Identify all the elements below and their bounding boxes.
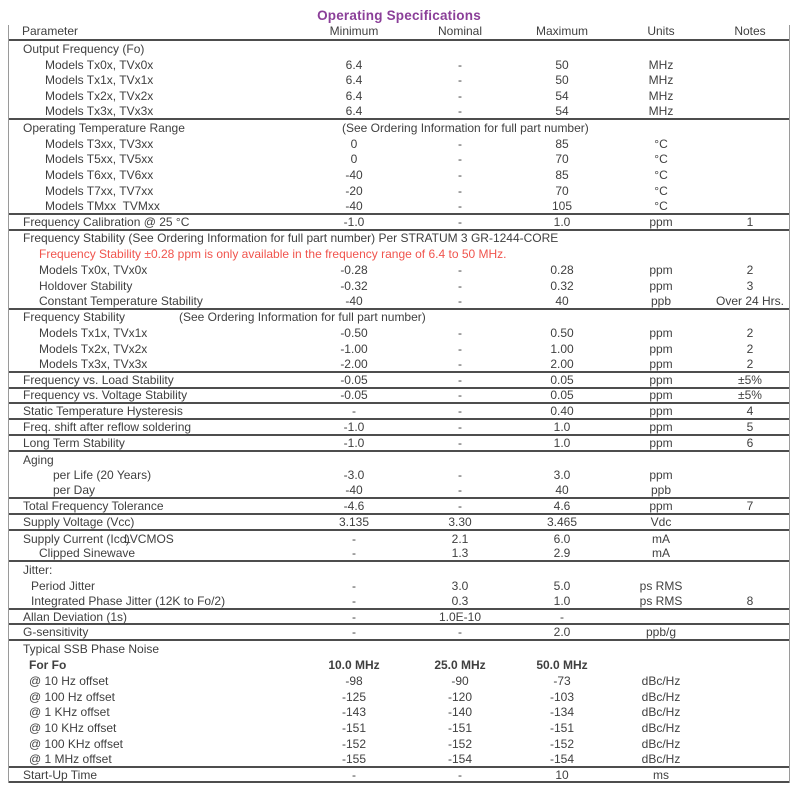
cell-parameter: Models Tx2x, TVx2x — [45, 89, 154, 104]
cell-minimum: -3.0 — [343, 468, 365, 483]
table-row — [9, 594, 789, 610]
cell-parameter: Models Tx0x, TVx0x — [39, 263, 148, 278]
cell-units: ppm — [649, 468, 673, 483]
cell-maximum: 50 — [555, 73, 569, 88]
cell-units: ppm — [649, 435, 673, 450]
cell-minimum: -1.00 — [340, 342, 368, 357]
cell-nominal: - — [458, 214, 462, 229]
cell-nominal: - — [458, 372, 462, 387]
cell-notes: ±5% — [738, 372, 762, 387]
cell-nominal: -151 — [447, 721, 473, 736]
cell-parameter: Freq. shift after reflow soldering — [23, 420, 192, 435]
cell-notes: 2 — [746, 263, 754, 278]
cell-units: ppm — [649, 372, 673, 387]
cell-nominal: 0.3 — [451, 593, 469, 608]
header-nominal: Nominal — [437, 24, 482, 39]
cell-notes: 2 — [746, 342, 754, 357]
cell-maximum: 40 — [555, 483, 569, 498]
table-row — [9, 689, 789, 705]
cell-nominal: 1.0E-10 — [438, 609, 482, 624]
section-note: (See Ordering Information for full part number) — [342, 120, 589, 135]
cell-notes: ±5% — [738, 388, 762, 403]
table-row — [9, 704, 789, 720]
table-row — [9, 657, 789, 673]
table-row — [9, 499, 789, 515]
table-section-row — [9, 452, 789, 468]
cell-parameter: @ 10 KHz offset — [29, 721, 117, 736]
cell-units: ppm — [649, 214, 673, 229]
table-row — [9, 88, 789, 104]
cell-parameter: Jitter: — [23, 563, 53, 578]
table-row — [9, 531, 789, 547]
cell-notes: 2 — [746, 356, 754, 371]
cell-units: ppm — [649, 326, 673, 341]
cell-minimum: -0.05 — [340, 388, 368, 403]
table-section-row — [9, 310, 789, 326]
cell-parameter: Frequency Stability — [23, 310, 126, 325]
cell-minimum: 10.0 MHz — [328, 657, 380, 672]
cell-parameter: @ 1 MHz offset — [29, 751, 112, 766]
cell-units: ppm — [649, 263, 673, 278]
cell-units: mA — [652, 531, 670, 546]
table-row — [9, 262, 789, 278]
cell-nominal: - — [458, 136, 462, 151]
table-row — [9, 673, 789, 689]
cell-notes: 1 — [746, 214, 754, 229]
cell-units: MHz — [648, 57, 674, 72]
cell-units: ppm — [649, 404, 673, 419]
cell-parameter: G-sensitivity — [23, 625, 89, 640]
cell-maximum: 85 — [555, 136, 569, 151]
header-notes: Notes — [734, 24, 766, 39]
cell-minimum: - — [352, 625, 356, 640]
cell-parameter: Models T7xx, TV7xx — [45, 184, 154, 199]
cell-units: ppb — [650, 293, 672, 308]
cell-maximum: -134 — [549, 705, 575, 720]
cell-parameter: Supply Voltage (Vcc) — [23, 514, 135, 529]
table-row — [9, 136, 789, 152]
cell-maximum: 2.00 — [550, 356, 574, 371]
cell-units: °C — [654, 198, 668, 213]
cell-minimum: - — [352, 578, 356, 593]
table-row — [9, 404, 789, 420]
cell-parameter: Constant Temperature Stability — [39, 293, 203, 308]
cell-nominal: - — [458, 73, 462, 88]
cell-parameter: Holdover Stability — [39, 278, 133, 293]
cell-notes: 6 — [746, 435, 754, 450]
table-row — [9, 357, 789, 373]
table-row — [9, 720, 789, 736]
cell-units: mA — [652, 546, 670, 561]
cell-minimum: - — [352, 767, 356, 782]
table-section-row — [9, 231, 789, 247]
table-row — [9, 152, 789, 168]
cell-minimum: -0.05 — [340, 372, 368, 387]
cell-maximum: 70 — [555, 152, 569, 167]
cell-notes: 5 — [746, 420, 754, 435]
cell-maximum: -154 — [549, 751, 575, 766]
cell-minimum: -151 — [341, 721, 367, 736]
cell-units: dBc/Hz — [641, 736, 681, 751]
cell-notes: 4 — [746, 404, 754, 419]
cell-minimum: -40 — [345, 293, 363, 308]
operating-specifications-table — [8, 25, 790, 783]
table-section-row — [9, 120, 789, 136]
cell-nominal: - — [458, 468, 462, 483]
table-row — [9, 341, 789, 357]
cell-maximum: 1.0 — [553, 420, 571, 435]
cell-nominal: 25.0 MHz — [434, 657, 486, 672]
table-row — [9, 325, 789, 341]
cell-maximum: 50.0 MHz — [536, 657, 588, 672]
cell-units: Vdc — [650, 514, 672, 529]
cell-minimum: -1.0 — [343, 420, 365, 435]
table-section-row — [9, 641, 789, 657]
cell-maximum: 50 — [555, 57, 569, 72]
cell-parameter: Long Term Stability — [23, 435, 125, 450]
cell-nominal: - — [458, 342, 462, 357]
table-row — [9, 468, 789, 484]
cell-parameter: Models Tx3x, TVx3x — [39, 356, 148, 371]
cell-parameter: Models T5xx, TV5xx — [45, 152, 154, 167]
cell-parameter: @ 10 Hz offset — [29, 673, 109, 688]
cell-notes: 3 — [746, 278, 754, 293]
cell-minimum: -143 — [341, 705, 367, 720]
table-row — [9, 736, 789, 752]
cell-minimum: -0.28 — [340, 263, 368, 278]
table-row — [9, 389, 789, 405]
cell-maximum: 85 — [555, 168, 569, 183]
cell-nominal: - — [458, 435, 462, 450]
cell-minimum: -0.32 — [340, 278, 368, 293]
table-row — [9, 483, 789, 499]
cell-parameter: Models TMxx TVMxx — [45, 198, 160, 213]
table-section-row — [9, 41, 789, 57]
cell-nominal: - — [458, 198, 462, 213]
page-title: Operating Specifications — [317, 8, 481, 23]
table-row — [9, 578, 789, 594]
cell-maximum: 70 — [555, 184, 569, 199]
cell-nominal: -154 — [447, 751, 473, 766]
table-row — [9, 625, 789, 641]
cell-minimum: - — [352, 609, 356, 624]
cell-nominal: 1.3 — [451, 546, 469, 561]
cell-nominal: - — [458, 625, 462, 640]
cell-nominal: - — [458, 356, 462, 371]
header-parameter: Parameter — [22, 24, 79, 39]
cell-maximum: 40 — [555, 293, 569, 308]
table-header-row — [9, 25, 789, 41]
cell-parameter: Models Tx1x, TVx1x — [45, 73, 154, 88]
parameter-subcolumn: LVCMOS — [124, 531, 174, 546]
table-row — [9, 610, 789, 626]
cell-minimum: 3.135 — [338, 514, 370, 529]
cell-maximum: 3.0 — [553, 468, 571, 483]
table-row — [9, 104, 789, 120]
cell-nominal: - — [458, 278, 462, 293]
cell-units: °C — [654, 152, 668, 167]
table-row — [9, 73, 789, 89]
cell-minimum: 6.4 — [345, 73, 363, 88]
cell-parameter: Operating Temperature Range — [23, 120, 185, 135]
cell-units: °C — [654, 136, 668, 151]
cell-parameter: per Day — [53, 483, 96, 498]
cell-maximum: 0.40 — [550, 404, 574, 419]
cell-units: ps RMS — [639, 578, 683, 593]
cell-nominal: - — [458, 326, 462, 341]
cell-maximum: 1.0 — [553, 214, 571, 229]
cell-minimum: -4.6 — [343, 499, 365, 514]
cell-maximum: 3.465 — [546, 514, 578, 529]
cell-minimum: -155 — [341, 751, 367, 766]
cell-maximum: 2.0 — [553, 625, 571, 640]
header-units: Units — [647, 24, 675, 39]
cell-nominal: - — [458, 293, 462, 308]
cell-parameter: Frequency vs. Load Stability — [23, 372, 174, 387]
cell-nominal: - — [458, 57, 462, 72]
cell-maximum: 105 — [551, 198, 573, 213]
cell-units: dBc/Hz — [641, 721, 681, 736]
cell-nominal: - — [458, 420, 462, 435]
cell-units: ppb — [650, 483, 672, 498]
table-row — [9, 199, 789, 215]
cell-units: ppm — [649, 342, 673, 357]
cell-notes: 7 — [746, 499, 754, 514]
cell-parameter: @ 100 Hz offset — [29, 689, 116, 704]
table-row — [9, 373, 789, 389]
cell-nominal: - — [458, 89, 462, 104]
cell-maximum: 54 — [555, 89, 569, 104]
cell-minimum: -1.0 — [343, 214, 365, 229]
cell-maximum: 0.05 — [550, 388, 574, 403]
cell-maximum: 2.9 — [553, 546, 571, 561]
cell-maximum: -73 — [553, 673, 571, 688]
cell-parameter: Models T3xx, TV3xx — [45, 136, 154, 151]
table-row — [9, 294, 789, 310]
table-note-row — [9, 246, 789, 262]
table-row — [9, 547, 789, 563]
cell-notes: 8 — [746, 593, 754, 608]
cell-maximum: -152 — [549, 736, 575, 751]
cell-minimum: 6.4 — [345, 89, 363, 104]
cell-units: ppm — [649, 278, 673, 293]
cell-maximum: 5.0 — [553, 578, 571, 593]
cell-maximum: 4.6 — [553, 499, 571, 514]
cell-units: ppm — [649, 420, 673, 435]
cell-minimum: -2.00 — [340, 356, 368, 371]
cell-minimum: -20 — [345, 184, 363, 199]
table-row — [9, 515, 789, 531]
cell-parameter: Frequency Stability ±0.28 ppm is only available in the frequency range of 6.4 to 50 MHz. — [39, 247, 507, 262]
cell-units: ppm — [649, 356, 673, 371]
cell-units: ppm — [649, 388, 673, 403]
cell-minimum: 6.4 — [345, 57, 363, 72]
cell-maximum: 1.00 — [550, 342, 574, 357]
cell-parameter: Allan Deviation (1s) — [23, 609, 128, 624]
cell-nominal: -140 — [447, 705, 473, 720]
table-row — [9, 57, 789, 73]
cell-maximum: 0.28 — [550, 263, 574, 278]
cell-nominal: -152 — [447, 736, 473, 751]
cell-parameter: Aging — [23, 452, 54, 467]
table-row — [9, 752, 789, 768]
cell-maximum: 1.0 — [553, 435, 571, 450]
cell-units: MHz — [648, 89, 674, 104]
cell-notes: Over 24 Hrs. — [715, 293, 784, 308]
cell-maximum: 0.05 — [550, 372, 574, 387]
cell-units: ps RMS — [639, 593, 683, 608]
cell-nominal: - — [458, 152, 462, 167]
cell-nominal: -90 — [451, 673, 469, 688]
table-row — [9, 420, 789, 436]
cell-maximum: 0.32 — [550, 278, 574, 293]
cell-nominal: - — [458, 388, 462, 403]
cell-minimum: -125 — [341, 689, 367, 704]
cell-nominal: - — [458, 263, 462, 278]
cell-maximum: 6.0 — [553, 531, 571, 546]
cell-maximum: -103 — [549, 689, 575, 704]
cell-minimum: 0 — [350, 136, 358, 151]
table-row — [9, 436, 789, 452]
cell-units: °C — [654, 184, 668, 199]
cell-minimum: -40 — [345, 483, 363, 498]
cell-minimum: - — [352, 546, 356, 561]
cell-maximum: 0.50 — [550, 326, 574, 341]
cell-parameter: Models Tx1x, TVx1x — [39, 326, 148, 341]
table-body — [9, 41, 789, 783]
cell-units: dBc/Hz — [641, 705, 681, 720]
cell-parameter: For Fo — [29, 657, 67, 672]
cell-nominal: 3.0 — [451, 578, 469, 593]
cell-minimum: - — [352, 404, 356, 419]
cell-units: °C — [654, 168, 668, 183]
cell-maximum: 10 — [555, 767, 569, 782]
header-minimum: Minimum — [329, 24, 379, 39]
cell-units: MHz — [648, 73, 674, 88]
table-row — [9, 215, 789, 231]
cell-minimum: -40 — [345, 198, 363, 213]
cell-minimum: -98 — [345, 673, 363, 688]
cell-minimum: 0 — [350, 152, 358, 167]
cell-nominal: 3.30 — [448, 514, 472, 529]
table-section-row — [9, 562, 789, 578]
cell-parameter: Typical SSB Phase Noise — [23, 642, 160, 657]
cell-parameter: Frequency vs. Voltage Stability — [23, 388, 188, 403]
cell-units: dBc/Hz — [641, 689, 681, 704]
cell-minimum: -152 — [341, 736, 367, 751]
cell-parameter: Static Temperature Hysteresis — [23, 404, 183, 419]
cell-maximum: 54 — [555, 104, 569, 119]
cell-parameter: Period Jitter — [31, 578, 96, 593]
cell-parameter: Models T6xx, TV6xx — [45, 168, 154, 183]
cell-parameter: Frequency Stability (See Ordering Information for full part number) Per STRATUM 3 GR-1244-CORE — [23, 231, 559, 246]
cell-parameter: Supply Current (Icc) — [23, 531, 130, 546]
cell-minimum: -0.50 — [340, 326, 368, 341]
cell-parameter: Clipped Sinewave — [39, 546, 136, 561]
table-row — [9, 183, 789, 199]
table-row — [9, 167, 789, 183]
cell-nominal: - — [458, 483, 462, 498]
cell-maximum: - — [560, 609, 564, 624]
cell-nominal: - — [458, 184, 462, 199]
cell-parameter: Models Tx0x, TVx0x — [45, 57, 154, 72]
cell-parameter: Models Tx3x, TVx3x — [45, 104, 154, 119]
cell-nominal: - — [458, 168, 462, 183]
cell-parameter: Integrated Phase Jitter (12K to Fo/2) — [31, 593, 226, 608]
cell-minimum: - — [352, 593, 356, 608]
cell-nominal: - — [458, 404, 462, 419]
cell-parameter: Total Frequency Tolerance — [23, 499, 164, 514]
cell-nominal: - — [458, 767, 462, 782]
cell-maximum: 1.0 — [553, 593, 571, 608]
cell-nominal: 2.1 — [451, 531, 469, 546]
cell-units: ppb/g — [645, 625, 677, 640]
cell-minimum: -1.0 — [343, 435, 365, 450]
cell-units: ppm — [649, 499, 673, 514]
cell-parameter: @ 1 KHz offset — [29, 705, 110, 720]
table-row — [9, 278, 789, 294]
cell-nominal: -120 — [447, 689, 473, 704]
section-note: (See Ordering Information for full part number) — [179, 310, 426, 325]
cell-nominal: - — [458, 104, 462, 119]
cell-minimum: -40 — [345, 168, 363, 183]
cell-units: ms — [653, 767, 669, 782]
cell-minimum: - — [352, 531, 356, 546]
cell-units: dBc/Hz — [641, 673, 681, 688]
cell-parameter: Models Tx2x, TVx2x — [39, 342, 148, 357]
cell-units: dBc/Hz — [641, 751, 681, 766]
cell-parameter: per Life (20 Years) — [53, 468, 152, 483]
cell-units: MHz — [648, 104, 674, 119]
cell-parameter: @ 100 KHz offset — [29, 736, 124, 751]
cell-notes: 2 — [746, 326, 754, 341]
cell-parameter: Frequency Calibration @ 25 °C — [23, 214, 190, 229]
cell-parameter: Output Frequency (Fo) — [23, 41, 145, 56]
table-row — [9, 768, 789, 784]
header-maximum: Maximum — [535, 24, 588, 39]
cell-maximum: -151 — [549, 721, 575, 736]
cell-nominal: - — [458, 499, 462, 514]
cell-minimum: 6.4 — [345, 104, 363, 119]
cell-parameter: Start-Up Time — [23, 767, 98, 782]
